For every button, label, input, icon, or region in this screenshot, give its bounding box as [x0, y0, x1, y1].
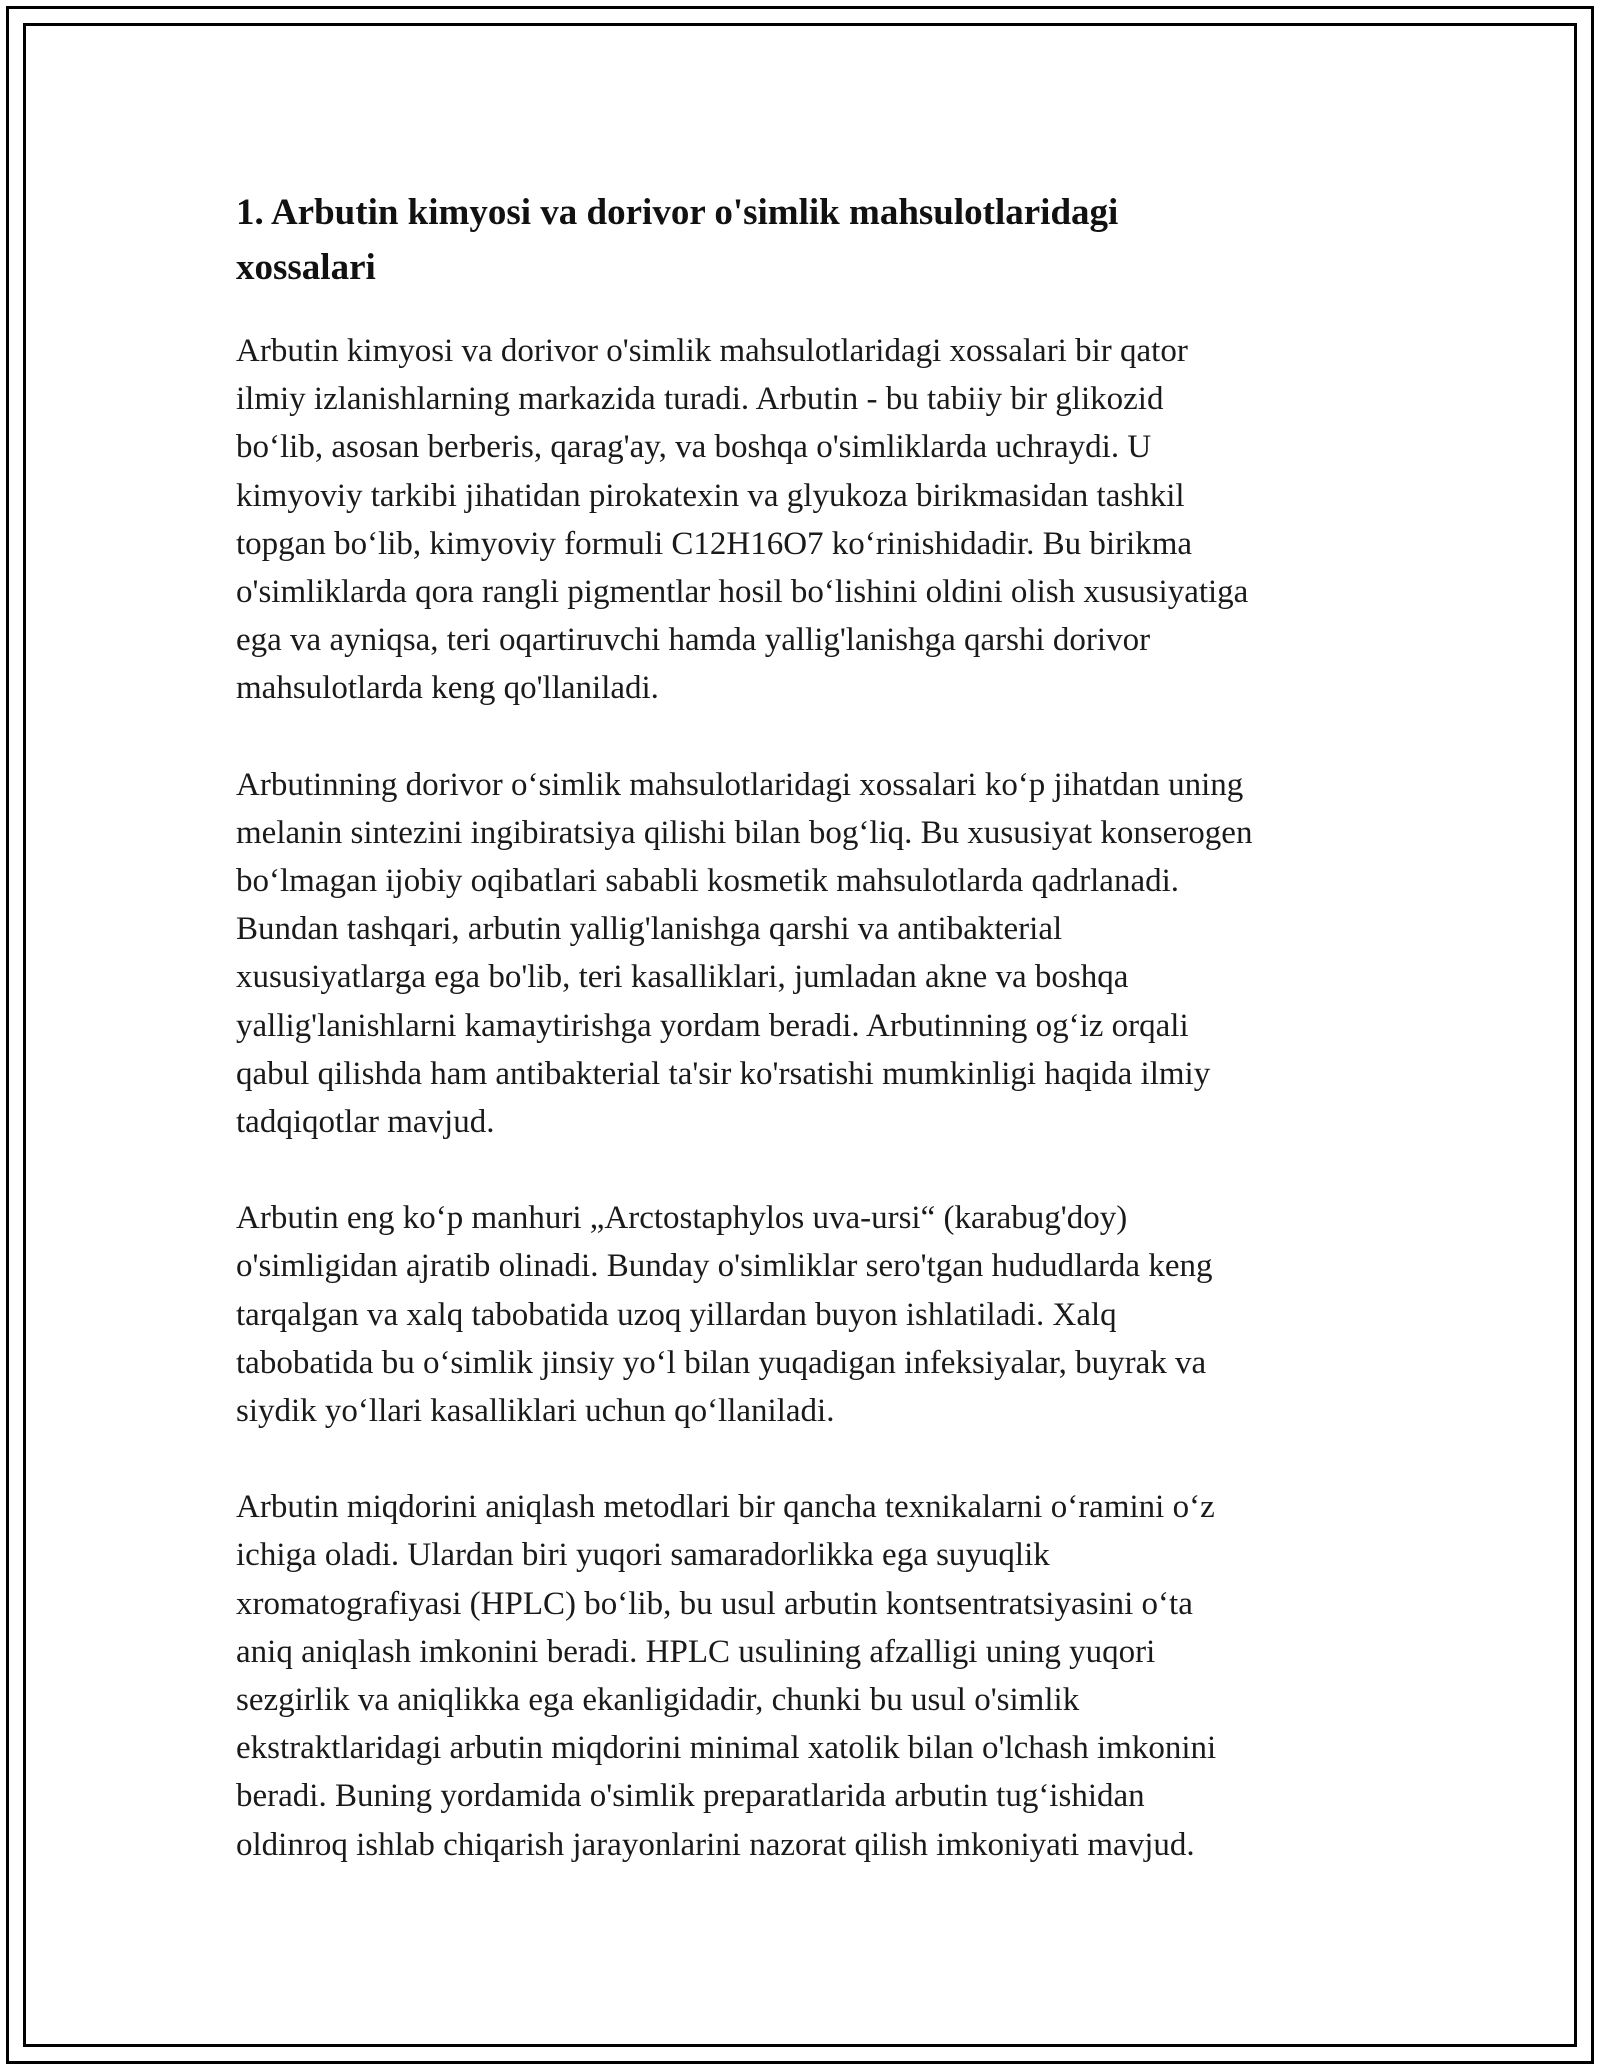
- text-line: ilmiy izlanishlarning markazida turadi. Arbutin - bu tabiiy bir glikozid: [236, 381, 1164, 418]
- text-line: ekstraktlaridagi arbutin miqdorini minimal xatolik bilan o'lchash imkonini: [236, 1730, 1217, 1767]
- text-line: Arbutinning dorivor o‘simlik mahsulotlaridagi xossalari ko‘p jihatdan uning: [236, 766, 1244, 803]
- paragraph-chemistry: [236, 327, 1386, 713]
- text-line: o'simligidan ajratib olinadi. Bunday o'simliklar sero'tgan hududlarda keng: [236, 1248, 1213, 1285]
- text-line: xususiyatlarga ega bo'lib, teri kasalliklari, jumladan akne va boshqa: [236, 959, 1129, 996]
- text-line: Bundan tashqari, arbutin yallig'lanishga qarshi va antibakterial: [236, 911, 1063, 948]
- text-line: xromatografiyasi (HPLC) bo‘lib, bu usul arbutin kontsentratsiyasini o‘ta: [236, 1585, 1193, 1622]
- text-line: ichiga oladi. Ulardan biri yuqori samaradorlikka ega suyuqlik: [236, 1537, 1050, 1574]
- text-line: bo‘lib, asosan berberis, qarag'ay, va boshqa o'simliklarda uchraydi. U: [236, 429, 1152, 466]
- text-line: tadqiqotlar mavjud.: [236, 1104, 495, 1141]
- text-line: oldinroq ishlab chiqarish jarayonlarini nazorat qilish imkoniyati mavjud.: [236, 1826, 1195, 1863]
- text-line: yallig'lanishlarni kamaytirishga yordam beradi. Arbutinning og‘iz orqali: [236, 1007, 1189, 1044]
- text-line: siydik yo‘llari kasalliklari uchun qo‘llaniladi.: [236, 1393, 835, 1430]
- text-line: aniq aniqlash imkonini beradi. HPLC usulining afzalligi uning yuqori: [236, 1633, 1156, 1670]
- text-line: tarqalgan va xalq tabobatida uzoq yillardan buyon ishlatiladi. Xalq: [236, 1296, 1117, 1333]
- text-line: tabobatida bu o‘simlik jinsiy yo‘l bilan yuqadigan infeksiyalar, buyrak va: [236, 1344, 1207, 1381]
- paragraph-source-plant: [236, 1194, 1386, 1435]
- paragraph-methods: [236, 1483, 1386, 1869]
- section-heading: [236, 185, 1386, 295]
- text-line: Arbutin miqdorini aniqlash metodlari bir qancha texnikalarni o‘ramini o‘z: [236, 1489, 1215, 1526]
- text-line: Arbutin kimyosi va dorivor o'simlik mahsulotlaridagi xossalari bir qator: [236, 333, 1188, 369]
- text-line: beradi. Buning yordamida o'simlik preparatlarida arbutin tug‘ishidan: [236, 1778, 1145, 1815]
- paragraph-properties: [236, 761, 1386, 1147]
- document-body: [236, 185, 1386, 1917]
- text-line: bo‘lmagan ijobiy oqibatlari sababli kosmetik mahsulotlarda qadrlanadi.: [236, 863, 1180, 900]
- text-line: melanin sintezini ingibiratsiya qilishi bilan bog‘liq. Bu xususiyat konserogen: [236, 814, 1253, 851]
- text-line: ega va ayniqsa, teri oqartiruvchi hamda yallig'lanishga qarshi dorivor: [236, 622, 1151, 659]
- heading-line: xossalari: [236, 247, 376, 288]
- text-line: o'simliklarda qora rangli pigmentlar hosil bo‘lishini oldini olish xususiyatiga: [236, 574, 1249, 611]
- text-line: topgan bo‘lib, kimyoviy formuli C12H16O7 ko‘rinishidadir. Bu birikma: [236, 525, 1193, 562]
- text-line: qabul qilishda ham antibakterial ta'sir ko'rsatishi mumkinligi haqida ilmiy: [236, 1055, 1211, 1092]
- text-line: kimyoviy tarkibi jihatidan pirokatexin va glyukoza birikmasidan tashkil: [236, 477, 1185, 514]
- text-line: Arbutin eng ko‘p manhuri „Arctostaphylos uva-ursi“ (karabug'doy): [236, 1200, 1128, 1237]
- heading-line: 1. Arbutin kimyosi va dorivor o'simlik mahsulotlaridagi: [236, 192, 1119, 233]
- text-line: mahsulotlarda keng qo'llaniladi.: [236, 670, 659, 707]
- text-line: sezgirlik va aniqlikka ega ekanligidadir, chunki bu usul o'simlik: [236, 1682, 1080, 1719]
